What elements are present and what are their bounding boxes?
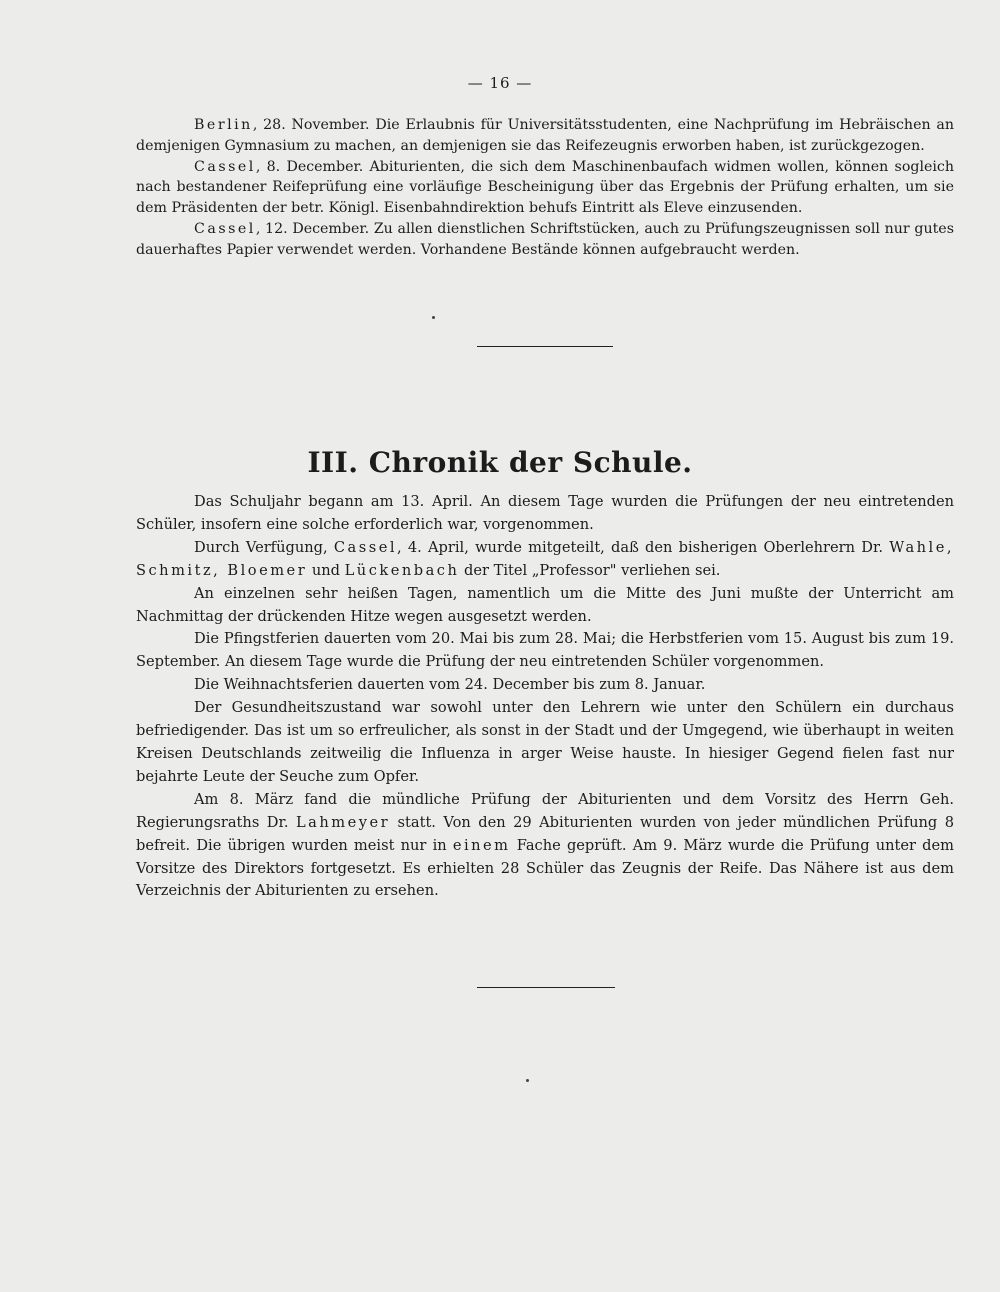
page-number: — 16 —	[467, 74, 533, 92]
chronicle-paragraph-holidays: Die Pfingstferien dauerten vom 20. Mai bis zum 28. Mai; die Herbstferien vom 15. August bis zum 19. September. An diesem Tage wurde die Prüfung der neu eintretenden Schüler vorgenommen.	[136, 630, 954, 671]
chronicle-paragraph-health: Der Gesundheitszustand war sowohl unter den Lehrern wie unter den Schülern ein durchaus befriedigender. Das ist um so erfreulicher, als sonst in der Stadt und der Umgegend, wie überhaupt in weiten Kreisen Deutschlands zeitweilig die Influenza in arger Weise hauste. In hiesiger Gegend fielen fast nur bejahrte Leute der Seuche zum Opfer.	[136, 699, 954, 785]
official-name: Lahmeyer	[295, 813, 391, 831]
teacher-name: Lückenbach	[344, 561, 460, 579]
text-run: Fache geprüft. Am 9. März wurde die Prüfung unter dem Vorsitze des Direktors fortgesetzt. Es erhielten 28 Schüler das Zeugnis der Reife. Das Nähere ist aus dem Verzeichnis der Abiturienten zu ersehen.	[136, 836, 955, 900]
emphasis-word: einem	[452, 836, 511, 854]
text-run: und	[307, 561, 345, 579]
school-chronicle	[136, 491, 954, 903]
notice-place: Cassel	[194, 220, 256, 237]
notice-cassel-december-8	[136, 157, 954, 219]
place-name: Cassel	[333, 538, 397, 556]
text-run: , 4. April, wurde mitgeteilt, daß den bisherigen Oberlehrern Dr.	[397, 538, 890, 556]
notice-place: Berlin	[194, 117, 253, 133]
notice-berlin	[136, 115, 954, 157]
notice-text: Zu allen dienstlichen Schriftstücken, auch zu Prüfungszeugnissen soll nur gutes dauerhaftes Papier verwendet werden. Vorhandene Bestände können aufgebraucht werden.	[136, 220, 954, 258]
chronicle-paragraph-professor-titles	[136, 537, 954, 583]
section-heading: III. Chronik der Schule.	[307, 446, 693, 479]
chronicle-paragraph-school-year: Das Schuljahr begann am 13. April. An diesem Tage wurden die Prüfungen der neu eintretenden Schüler, insofern eine solche erforderlich war, vorgenommen.	[136, 493, 954, 533]
chronicle-paragraph-heat-days: An einzelnen sehr heißen Tagen, namentlich um die Mitte des Juni mußte der Unterricht am Nachmittag der drückenden Hitze wegen ausgesetzt werden.	[136, 584, 954, 625]
notice-text: Die Erlaubnis für Universitätsstudenten, eine Nachprüfung im Hebräischen an demjenigen Gymnasium zu machen, an demjenigen sie das Reifezeugnis erworben haben, ist zurückgezogen.	[136, 117, 954, 154]
text-run: statt. Von den 29 Abiturienten wurden von jeder mündlichen Prüfung 8 befreit. Die übrigen wurden meist nur in	[136, 813, 954, 854]
paper-speck	[526, 1079, 529, 1082]
chronicle-paragraph-examination	[136, 789, 954, 904]
notice-text: Abiturienten, die sich dem Maschinenbaufach widmen wollen, können sogleich nach bestandener Reifeprüfung eine vorläufige Bescheinigung über das Ergebnis der Prüfung erhalten, um sie dem Präsidenten der betr. Königl. Eisenbahndirektion behufs Eintritt als Eleve einzusenden.	[136, 158, 955, 217]
ministerial-notices	[136, 115, 954, 261]
notice-place: Cassel	[194, 158, 256, 175]
notice-date: , 8. December.	[255, 158, 364, 175]
notice-date: , 12. December.	[255, 220, 370, 237]
notice-cassel-december-12	[136, 219, 954, 261]
notice-date: , 28. November.	[252, 117, 370, 133]
text-run: Am 8. März fand die mündliche Prüfung der Abiturienten und dem Vorsitz des Herrn Geh. Regierungsraths Dr.	[136, 790, 954, 831]
teacher-names: Wahle, Schmitz, Bloemer	[136, 538, 954, 579]
chronicle-paragraph-christmas: Die Weihnachtsferien dauerten vom 24. December bis zum 8. Januar.	[194, 676, 706, 694]
section-divider-top	[477, 346, 613, 347]
section-divider-bottom	[477, 987, 615, 988]
paper-speck	[432, 316, 435, 319]
text-run: Durch Verfügung,	[194, 538, 334, 556]
text-run: der Titel „Professor" verliehen sei.	[459, 561, 721, 579]
